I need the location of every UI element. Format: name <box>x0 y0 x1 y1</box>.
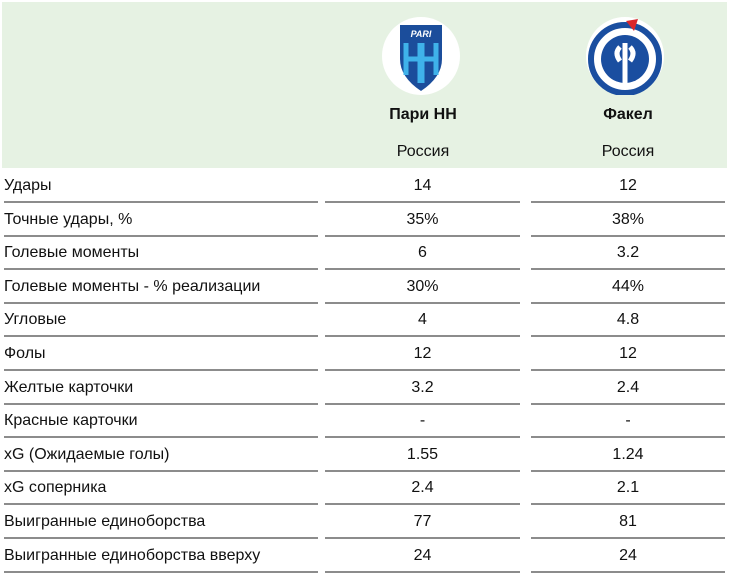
table-row <box>0 540 730 574</box>
table-row <box>0 204 730 238</box>
away-value: 38% <box>531 204 725 237</box>
away-value: 1.24 <box>531 439 725 472</box>
table-row <box>0 439 730 473</box>
stat-label: Голевые моменты <box>4 237 318 270</box>
stat-label: Желтые карточки <box>4 372 318 405</box>
stat-label: Угловые <box>4 304 318 337</box>
home-value: 30% <box>325 271 520 304</box>
away-value: 81 <box>531 506 725 539</box>
stat-label: Удары <box>4 170 318 203</box>
away-value: 3.2 <box>531 237 725 270</box>
table-row <box>0 271 730 305</box>
home-value: 14 <box>325 170 520 203</box>
stat-label: Выигранные единоборства <box>4 506 318 539</box>
away-value: 4.8 <box>531 304 725 337</box>
away-value: 2.4 <box>531 372 725 405</box>
home-value: 2.4 <box>325 472 520 505</box>
away-value: 2.1 <box>531 472 725 505</box>
table-row <box>0 405 730 439</box>
table-row <box>0 472 730 506</box>
stat-label: Точные удары, % <box>4 204 318 237</box>
stat-label: xG соперника <box>4 472 318 505</box>
table-row <box>0 506 730 540</box>
away-value: 12 <box>531 338 725 371</box>
table-row <box>0 372 730 406</box>
fakel-logo <box>586 17 664 95</box>
table-row <box>0 237 730 271</box>
home-value: 35% <box>325 204 520 237</box>
away-value: - <box>531 405 725 438</box>
home-value: 1.55 <box>325 439 520 472</box>
table-row <box>0 304 730 338</box>
away-value: 24 <box>531 540 725 573</box>
home-value: - <box>325 405 520 438</box>
svg-text:PARI: PARI <box>410 29 432 39</box>
away-value: 12 <box>531 170 725 203</box>
team-name-away: Факел <box>603 106 653 123</box>
stat-label: Выигранные единоборства вверху <box>4 540 318 573</box>
home-value: 6 <box>325 237 520 270</box>
home-value: 77 <box>325 506 520 539</box>
stat-label: Красные карточки <box>4 405 318 438</box>
home-value: 4 <box>325 304 520 337</box>
stat-label: xG (Ожидаемые голы) <box>4 439 318 472</box>
stat-label: Голевые моменты - % реализации <box>4 271 318 304</box>
team-country-home: Россия <box>396 143 450 160</box>
team-name-home: Пари НН <box>389 106 457 123</box>
table-row <box>0 338 730 372</box>
home-value: 12 <box>325 338 520 371</box>
team-country-away: Россия <box>601 143 655 160</box>
table-row <box>0 170 730 204</box>
away-value: 44% <box>531 271 725 304</box>
home-value: 3.2 <box>325 372 520 405</box>
home-value: 24 <box>325 540 520 573</box>
stat-label: Фолы <box>4 338 318 371</box>
pari-nn-logo <box>382 17 460 95</box>
